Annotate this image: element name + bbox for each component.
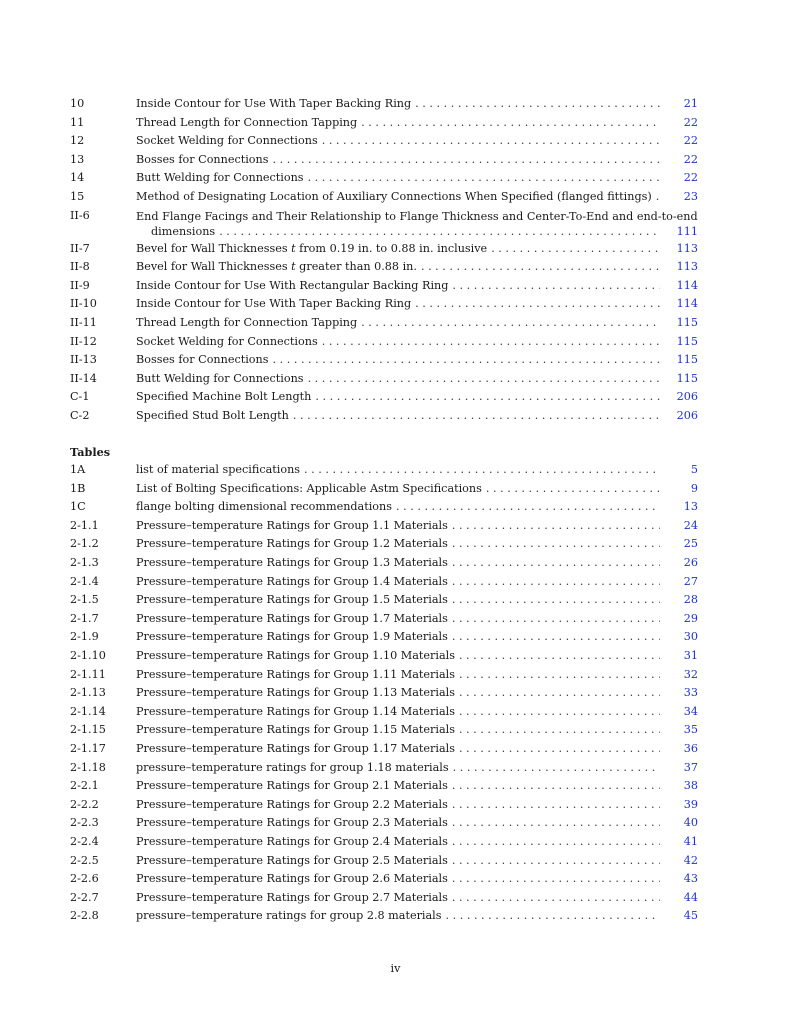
- toc-entry[interactable]: [70, 721, 698, 740]
- entry-title: list of material specifications: [136, 463, 301, 477]
- dot-leader: [453, 759, 660, 778]
- page-link[interactable]: 37: [683, 760, 698, 774]
- dot-leader: [459, 703, 660, 722]
- page-link[interactable]: 45: [683, 909, 698, 923]
- dot-leader: [459, 647, 660, 666]
- toc-entry[interactable]: [70, 759, 698, 778]
- page-number: iv: [390, 962, 401, 975]
- dot-leader: [361, 114, 660, 133]
- entry-title: [136, 240, 487, 259]
- entry-number: II-6: [70, 208, 90, 222]
- entry-number: II-14: [70, 371, 97, 385]
- entry-number: 2-2.4: [70, 834, 99, 848]
- page-link[interactable]: 40: [683, 816, 698, 830]
- page-link[interactable]: 24: [683, 518, 698, 532]
- entry-title: Pressure–temperature Ratings for Group 1.4 Materials: [136, 574, 448, 588]
- entry-title: Pressure–temperature Ratings for Group 1.1 Materials: [136, 518, 448, 532]
- dot-leader: [273, 351, 661, 370]
- dot-leader: [491, 240, 660, 259]
- entry-title: pressure–temperature ratings for group 2.8 materials: [136, 909, 442, 923]
- entry-title: Inside Contour for Use With Rectangular Backing Ring: [136, 278, 449, 292]
- entry-number: II-8: [70, 260, 90, 274]
- dot-leader: [452, 852, 660, 871]
- entry-number: 2-1.4: [70, 574, 99, 588]
- page-link[interactable]: 42: [683, 853, 698, 867]
- page-link[interactable]: 22: [683, 171, 698, 185]
- entry-number: 1B: [70, 481, 86, 495]
- toc-entry[interactable]: [70, 889, 698, 908]
- title-text: Bevel for Wall Thicknesses: [136, 260, 292, 274]
- page-link[interactable]: 22: [683, 115, 698, 129]
- page-link[interactable]: 115: [676, 353, 698, 367]
- page-link[interactable]: 44: [683, 890, 698, 904]
- entry-title: Pressure–temperature Ratings for Group 1.14 Materials: [136, 704, 455, 718]
- dot-leader: [452, 573, 660, 592]
- page-link[interactable]: 25: [683, 537, 698, 551]
- page-link[interactable]: 29: [683, 611, 698, 625]
- page-link[interactable]: 113: [676, 241, 698, 255]
- dot-leader: [452, 610, 660, 629]
- page-link[interactable]: 114: [676, 278, 698, 292]
- entry-title: Pressure–temperature Ratings for Group 2.1 Materials: [136, 779, 448, 793]
- toc-entry[interactable]: [70, 407, 698, 426]
- entry-number: II-10: [70, 297, 97, 311]
- toc-entry[interactable]: [70, 796, 698, 815]
- entry-number: 1A: [70, 463, 86, 477]
- entry-number: II-11: [70, 315, 97, 329]
- entry-title: Specified Stud Bolt Length: [136, 408, 289, 422]
- page-link[interactable]: 32: [683, 667, 698, 681]
- entry-title: Pressure–temperature Ratings for Group 1.9 Materials: [136, 630, 448, 644]
- dot-leader: [308, 370, 660, 389]
- entry-number: 2-1.1: [70, 518, 99, 532]
- tables-heading: Tables: [70, 444, 110, 459]
- dot-leader: [452, 535, 660, 554]
- toc-entry[interactable]: [70, 591, 698, 610]
- dot-leader: [361, 314, 660, 333]
- entry-number: II-7: [70, 241, 90, 255]
- dot-leader: [452, 554, 660, 573]
- entry-title: Pressure–temperature Ratings for Group 1.15 Materials: [136, 723, 455, 737]
- toc-entry[interactable]: [70, 517, 698, 536]
- entry-title: Pressure–temperature Ratings for Group 2.2 Materials: [136, 797, 448, 811]
- entry-title: Thread Length for Connection Tapping: [136, 115, 358, 129]
- entry-title: Pressure–temperature Ratings for Group 1.2 Materials: [136, 537, 448, 551]
- entry-number: II-9: [70, 278, 90, 292]
- toc-entry[interactable]: [70, 95, 698, 114]
- entry-title: flange bolting dimensional recommendations: [136, 500, 392, 514]
- page-link[interactable]: 26: [683, 556, 698, 570]
- dot-leader: [452, 517, 660, 536]
- entry-number: 2-1.18: [70, 760, 106, 774]
- entry-title: Pressure–temperature Ratings for Group 2.7 Materials: [136, 890, 448, 904]
- entry-title: Socket Welding for Connections: [136, 134, 318, 148]
- dot-leader: [452, 814, 660, 833]
- page-link[interactable]: 21: [683, 97, 698, 110]
- entry-number: 11: [70, 115, 85, 129]
- toc-entry[interactable]: [70, 852, 698, 871]
- entry-title: Method of Designating Location of Auxiliary Connections When Specified (flanged fittings): [136, 189, 652, 203]
- entry-title: Pressure–temperature Ratings for Group 2.6 Materials: [136, 872, 448, 886]
- entry-number: 2-1.7: [70, 611, 99, 625]
- variable-t: t: [291, 260, 296, 274]
- toc-entry[interactable]: [70, 647, 698, 666]
- entry-title: Bosses for Connections: [136, 152, 269, 166]
- dot-leader: [452, 277, 660, 296]
- toc-entry[interactable]: [70, 240, 698, 259]
- toc-entry[interactable]: [70, 498, 698, 517]
- toc-entry[interactable]: [70, 114, 698, 133]
- toc-entry[interactable]: [70, 628, 698, 647]
- page-link[interactable]: 30: [683, 630, 698, 644]
- toc-entry[interactable]: [70, 480, 698, 499]
- entry-title: Butt Welding for Connections: [136, 371, 304, 385]
- entry-title: Specified Machine Bolt Length: [136, 390, 312, 404]
- toc-entry[interactable]: [70, 833, 698, 852]
- page-link[interactable]: 41: [683, 834, 698, 848]
- toc-entry[interactable]: [70, 370, 698, 389]
- page-link[interactable]: 43: [683, 872, 698, 886]
- page-link[interactable]: 38: [683, 779, 698, 793]
- entry-title: Pressure–temperature Ratings for Group 1.13 Materials: [136, 686, 455, 700]
- toc-entry[interactable]: [70, 573, 698, 592]
- page-link[interactable]: 115: [676, 315, 698, 329]
- entry-number: 2-1.15: [70, 723, 106, 737]
- page-link[interactable]: 35: [683, 723, 698, 737]
- toc-entry[interactable]: [70, 169, 698, 188]
- toc-entry[interactable]: [70, 461, 698, 480]
- page-link[interactable]: 33: [683, 686, 698, 700]
- dot-leader: [452, 889, 660, 908]
- entry-number: C-1: [70, 390, 90, 404]
- entry-title: Socket Welding for Connections: [136, 334, 318, 348]
- entry-number: II-13: [70, 353, 97, 367]
- page-link[interactable]: 115: [676, 371, 698, 385]
- dot-leader: [452, 591, 660, 610]
- toc-entry[interactable]: [70, 777, 698, 796]
- entry-title: List of Bolting Specifications: Applicable Astm Specifications: [136, 481, 482, 495]
- dot-leader: [293, 407, 660, 426]
- page-link[interactable]: 22: [683, 152, 698, 166]
- page-link[interactable]: 206: [676, 390, 698, 404]
- dot-leader: [415, 295, 660, 314]
- dot-leader: [459, 740, 660, 759]
- entry-title-continued: dimensions: [151, 224, 216, 238]
- entry-number: 10: [70, 97, 85, 110]
- toc-entry[interactable]: [70, 258, 698, 277]
- page-link[interactable]: 23: [683, 189, 698, 203]
- title-text: greater than 0.88 in.: [295, 260, 417, 274]
- dot-leader: [486, 480, 660, 499]
- entry-title: Pressure–temperature Ratings for Group 1.17 Materials: [136, 742, 455, 755]
- entry-number: 2-2.5: [70, 853, 99, 867]
- toc-entry[interactable]: [70, 554, 698, 573]
- entry-number: 2-1.10: [70, 649, 106, 663]
- entry-title: Bosses for Connections: [136, 353, 269, 367]
- dot-leader: [322, 132, 660, 151]
- dot-leader: [452, 628, 660, 647]
- toc-entry[interactable]: [70, 351, 698, 370]
- page-link[interactable]: 111: [676, 224, 698, 238]
- dot-leader: [452, 833, 660, 852]
- entry-number: 12: [70, 134, 85, 148]
- toc-entry[interactable]: [70, 814, 698, 833]
- dot-leader: [656, 188, 660, 207]
- entry-number: 2-1.17: [70, 742, 106, 755]
- dot-leader: [415, 95, 660, 114]
- toc-entry[interactable]: [70, 132, 698, 151]
- dot-leader: [452, 870, 660, 889]
- toc-entry[interactable]: [70, 207, 698, 240]
- entry-title: Butt Welding for Connections: [136, 171, 304, 185]
- page-link[interactable]: 31: [683, 649, 698, 663]
- variable-t: t: [291, 241, 296, 255]
- entry-number: 2-2.8: [70, 909, 99, 923]
- entry-number: II-12: [70, 334, 97, 348]
- entry-title: Pressure–temperature Ratings for Group 2.5 Materials: [136, 853, 448, 867]
- dot-leader: [219, 224, 660, 239]
- dot-leader: [322, 333, 660, 352]
- dot-leader: [446, 907, 661, 926]
- entry-number: 2-1.3: [70, 556, 99, 570]
- dot-leader: [459, 721, 660, 740]
- entry-title: Pressure–temperature Ratings for Group 2.4 Materials: [136, 834, 448, 848]
- page-link[interactable]: 39: [683, 797, 698, 811]
- entry-number: 2-2.3: [70, 816, 99, 830]
- entry-title: Pressure–temperature Ratings for Group 1.3 Materials: [136, 556, 448, 570]
- toc-entry[interactable]: [70, 277, 698, 296]
- toc-entry[interactable]: [70, 388, 698, 407]
- toc-entry[interactable]: [70, 666, 698, 685]
- page-link[interactable]: 9: [690, 481, 698, 495]
- entry-number: 2-1.5: [70, 593, 99, 607]
- entry-number: 2-2.6: [70, 872, 99, 886]
- entry-title: Pressure–temperature Ratings for Group 2.3 Materials: [136, 816, 448, 830]
- toc-entry[interactable]: [70, 535, 698, 554]
- page-link[interactable]: 113: [676, 260, 698, 274]
- page-link[interactable]: 27: [683, 574, 698, 588]
- toc-entry[interactable]: [70, 703, 698, 722]
- dot-leader: [459, 684, 660, 703]
- dot-leader: [421, 258, 660, 277]
- dot-leader: [452, 777, 660, 796]
- page-link[interactable]: 5: [690, 463, 698, 477]
- entry-title: Inside Contour for Use With Taper Backing Ring: [136, 297, 412, 311]
- dot-leader: [315, 388, 660, 407]
- dot-leader: [304, 461, 660, 480]
- page-link[interactable]: 36: [683, 742, 698, 755]
- dot-leader: [452, 796, 660, 815]
- toc-entry[interactable]: [70, 907, 698, 926]
- page-link[interactable]: 114: [676, 297, 698, 311]
- page-link[interactable]: 34: [683, 704, 698, 718]
- entry-number: 14: [70, 171, 85, 185]
- entry-number: 2-1.9: [70, 630, 99, 644]
- entry-title: Pressure–temperature Ratings for Group 1.7 Materials: [136, 611, 448, 625]
- entry-title: pressure–temperature ratings for group 1.18 materials: [136, 760, 449, 774]
- entry-title: Pressure–temperature Ratings for Group 1.10 Materials: [136, 649, 455, 663]
- entry-title: Thread Length for Connection Tapping: [136, 315, 358, 329]
- entry-title: Inside Contour for Use With Taper Backing Ring: [136, 97, 412, 110]
- page-link[interactable]: 28: [683, 593, 698, 607]
- toc-entry[interactable]: [70, 333, 698, 352]
- entry-number: 2-2.1: [70, 779, 99, 793]
- entry-number: 2-2.2: [70, 797, 99, 811]
- entry-number: 2-1.13: [70, 686, 106, 700]
- dot-leader: [273, 151, 661, 170]
- page-link[interactable]: 13: [683, 500, 698, 514]
- entry-number: 1C: [70, 500, 86, 514]
- entry-number: 2-2.7: [70, 890, 99, 904]
- entry-number: 2-1.14: [70, 704, 106, 718]
- dot-leader: [308, 169, 660, 188]
- title-text: from 0.19 in. to 0.88 in. inclusive: [295, 241, 488, 255]
- page-link[interactable]: 22: [683, 134, 698, 148]
- entry-title: [136, 258, 417, 277]
- entry-number: 2-1.11: [70, 667, 106, 681]
- entry-title: Pressure–temperature Ratings for Group 1.11 Materials: [136, 667, 455, 681]
- entry-number: C-2: [70, 408, 90, 422]
- toc-entry[interactable]: [70, 151, 698, 170]
- table-of-contents: [70, 95, 698, 926]
- toc-entry[interactable]: [70, 684, 698, 703]
- toc-entry[interactable]: [70, 188, 698, 207]
- toc-entry[interactable]: [70, 740, 698, 759]
- page-link[interactable]: 115: [676, 334, 698, 348]
- dot-leader: [396, 498, 660, 517]
- entry-number: 15: [70, 189, 85, 203]
- title-text: Bevel for Wall Thicknesses: [136, 241, 292, 255]
- toc-entry[interactable]: [70, 295, 698, 314]
- dot-leader: [459, 666, 660, 685]
- toc-entry[interactable]: [70, 610, 698, 629]
- toc-entry[interactable]: [70, 314, 698, 333]
- entry-number: 2-1.2: [70, 537, 99, 551]
- page-link[interactable]: 206: [676, 408, 698, 422]
- entry-number: 13: [70, 152, 85, 166]
- toc-entry[interactable]: [70, 870, 698, 889]
- entry-title: End Flange Facings and Their Relationship to Flange Thickness and Center-To-End and end-to-end: [136, 209, 698, 223]
- entry-title: Pressure–temperature Ratings for Group 1.5 Materials: [136, 593, 448, 607]
